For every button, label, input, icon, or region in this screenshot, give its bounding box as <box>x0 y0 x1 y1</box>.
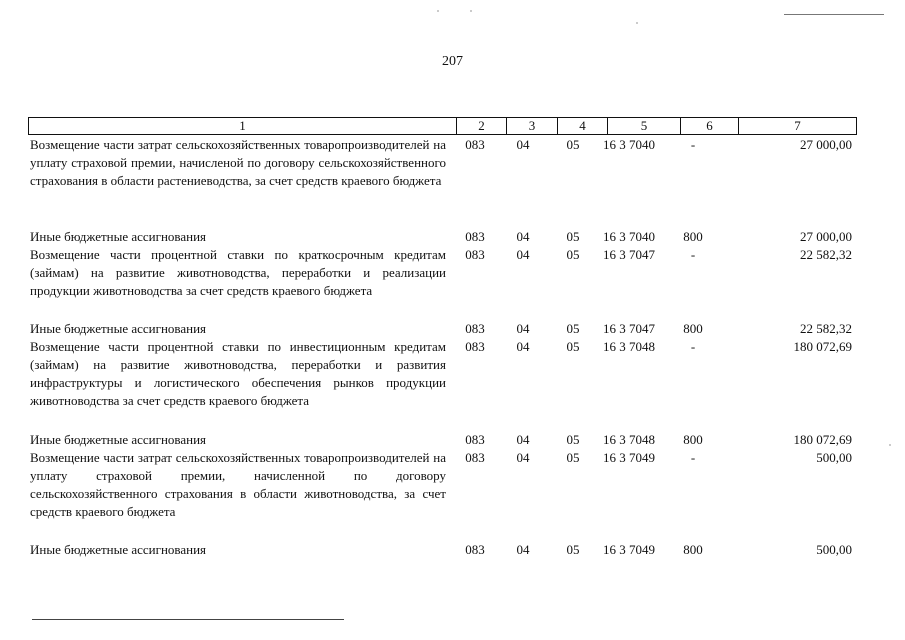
row-description: Иные бюджетные ассигнования <box>30 321 207 336</box>
cell-subsection: 05 <box>566 321 580 336</box>
row-description: Возмещение части затрат сельскохозяйственных товаропроизводителей на уплату страховой премии, начисленой по договору сельскохозяйственного страхования в области растениеводства, за счет средств краевого бюджета <box>30 137 446 188</box>
cell-subsection: 05 <box>566 137 580 152</box>
cell-subsection: 05 <box>566 450 580 465</box>
cell-target-item: 16 3 7047 <box>603 321 655 336</box>
cell-section: 04 <box>516 450 530 465</box>
cell-amount: 27 000,00 <box>800 229 852 244</box>
cell-target-item: 16 3 7049 <box>603 542 655 557</box>
column-header: 7 <box>738 118 856 134</box>
scan-artifact-dot <box>636 22 638 24</box>
row-description: Возмещение части процентной ставки по краткосрочным кредитам (займам) на развитие животноводства, переработки и реализации продукции животноводства за счет средств краевого бюджета <box>30 247 446 298</box>
cell-section: 04 <box>516 542 530 557</box>
cell-target-item: 16 3 7040 <box>603 137 655 152</box>
row-description: Возмещение части процентной ставки по инвестиционным кредитам (займам) на развитие животноводства, переработки и развития инфраструктуры и логистического обеспечения рынков продукции животноводства за счет средств краевого бюджета <box>30 339 446 408</box>
scan-artifact-dot <box>470 10 472 12</box>
row-description: Иные бюджетные ассигнования <box>30 432 207 447</box>
cell-target-item: 16 3 7049 <box>603 450 655 465</box>
cell-ministry-code: 083 <box>465 229 485 244</box>
cell-section: 04 <box>516 137 530 152</box>
cell-section: 04 <box>516 339 530 354</box>
cell-ministry-code: 083 <box>465 339 485 354</box>
cell-amount: 22 582,32 <box>800 247 852 262</box>
cell-section: 04 <box>516 321 530 336</box>
cell-amount: 180 072,69 <box>793 339 852 354</box>
cell-ministry-code: 083 <box>465 137 485 152</box>
cell-target-item: 16 3 7048 <box>603 432 655 447</box>
cell-ministry-code: 083 <box>465 542 485 557</box>
cell-expense-type: - <box>690 137 696 152</box>
cell-amount: 180 072,69 <box>793 432 852 447</box>
column-header: 3 <box>506 118 557 134</box>
column-header: 4 <box>557 118 607 134</box>
cell-amount: 500,00 <box>816 450 852 465</box>
table-header <box>28 117 857 135</box>
row-description: Иные бюджетные ассигнования <box>30 229 207 244</box>
cell-amount: 22 582,32 <box>800 321 852 336</box>
column-header: 5 <box>607 118 680 134</box>
column-header: 6 <box>680 118 738 134</box>
cell-target-item: 16 3 7047 <box>603 247 655 262</box>
cell-expense-type: - <box>690 339 696 354</box>
column-header: 1 <box>239 118 246 133</box>
cell-ministry-code: 083 <box>465 247 485 262</box>
cell-subsection: 05 <box>566 339 580 354</box>
cell-subsection: 05 <box>566 247 580 262</box>
cell-subsection: 05 <box>566 542 580 557</box>
row-description: Возмещение части затрат сельскохозяйственных товаропроизводителей на уплату страховой премии, начисленной по договору сельскохозяйственного страхования в области животноводства, за счет средств краевого бюджета <box>30 450 446 519</box>
column-header: 2 <box>456 118 506 134</box>
cell-ministry-code: 083 <box>465 450 485 465</box>
row-description: Иные бюджетные ассигнования <box>30 542 207 557</box>
cell-expense-type: - <box>690 450 696 465</box>
footnote-separator <box>32 619 344 620</box>
scan-artifact-dot <box>437 10 439 12</box>
cell-expense-type: 800 <box>683 321 703 336</box>
cell-expense-type: 800 <box>683 432 703 447</box>
cell-section: 04 <box>516 229 530 244</box>
scan-artifact-dot <box>889 444 891 446</box>
cell-amount: 500,00 <box>816 542 852 557</box>
cell-expense-type: 800 <box>683 229 703 244</box>
cell-subsection: 05 <box>566 229 580 244</box>
cell-expense-type: 800 <box>683 542 703 557</box>
cell-expense-type: - <box>690 247 696 262</box>
cell-ministry-code: 083 <box>465 432 485 447</box>
cell-amount: 27 000,00 <box>800 137 852 152</box>
cell-target-item: 16 3 7048 <box>603 339 655 354</box>
cell-section: 04 <box>516 432 530 447</box>
cell-target-item: 16 3 7040 <box>603 229 655 244</box>
cell-ministry-code: 083 <box>465 321 485 336</box>
cell-section: 04 <box>516 247 530 262</box>
page-number: 207 <box>442 54 463 69</box>
scan-artifact-line <box>784 14 884 15</box>
cell-subsection: 05 <box>566 432 580 447</box>
